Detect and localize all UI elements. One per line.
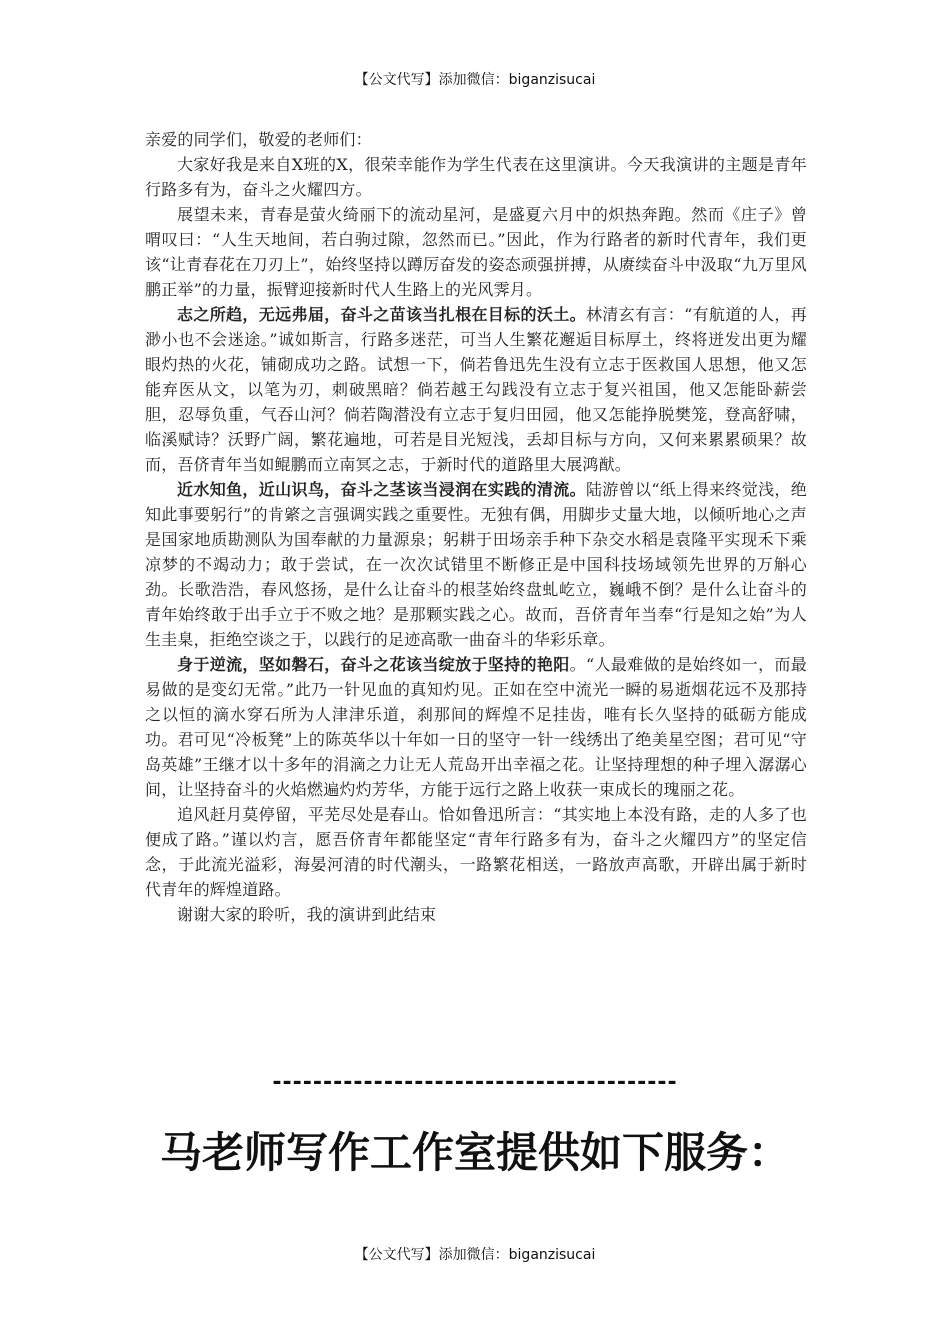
paragraph-text: 追风赶月莫停留，平芜尽处是春山。恰如鲁迅所言：“其实地上本没有路，走的人多了也便成了路。”谨以灼言，愿吾侪青年都能坚定“青年行路多有为，奋斗之火耀四方”的坚定信念，于此流光溢彩，海晏河清的时代潮头，一路繁花相送，一路放声高歌，开辟出属于新时代青年的辉煌道路。 xyxy=(145,805,807,899)
page-header: 【公文代写】添加微信：biganzisucai xyxy=(354,72,596,88)
paragraph-intro xyxy=(145,152,807,202)
paragraph-outlook xyxy=(145,202,807,302)
paragraph-text: 陆游曾以“纸上得来终觉浅，绝知此事要躬行”的肯綮之言强调实践之重要性。无独有偶，用脚步丈量大地，以倾听地心之声是国家地质勘测队为国奉献的力量源泉；躬耕于田场亲手种下杂交水稻是袁隆平实现禾下乘凉梦的不竭动力；敢于尝试，在一次次试错里不断修正是中国科技场域领先世界的万斛心劲。长歌浩浩，春风悠扬，是什么让奋斗的根茎始终盘虬屹立，巍峨不倒？是什么让奋斗的青年始终敢于出手立于不败之地？是那颗实践之心。故而，吾侪青年当奉“行是知之始”为人生圭臬，拒绝空谈之于，以践行的足迹高歌一曲奋斗的华彩乐章。 xyxy=(145,480,807,649)
paragraph-persistence xyxy=(145,652,807,802)
paragraph-text: 大家好我是来自X班的X，很荣幸能作为学生代表在这里演讲。今天我演讲的主题是青年行路多有为，奋斗之火耀四方。 xyxy=(145,155,807,199)
paragraph-lead: 志之所趋，无远弗届，奋斗之苗该当扎根在目标的沃土。 xyxy=(177,305,586,324)
paragraph-closing xyxy=(145,902,807,927)
speech-body xyxy=(145,127,807,927)
paragraph-text: 。“人最难做的是始终如一，而最易做的是变幻无常。”此乃一针见血的真知灼见。正如在空中流光一瞬的易逝烟花远不及那持之以恒的滴水穿石所为人津津乐道，刹那间的辉煌不足挂齿，唯有长久坚持的砥砺方能成功。君可见“冷板凳”上的陈英华以十年如一日的坚守一针一线绣出了绝美星空图；君可见“守岛英雄”王继才以十多年的涓滴之力让无人荒岛开出幸福之花。让坚持理想的种子埋入潺潺心间，让坚持奋斗的火焰燃遍灼灼芳华，方能于远行之路上收获一束成长的瑰丽之花。 xyxy=(145,655,807,799)
paragraph-text: 展望未来，青春是萤火绮丽下的流动星河，是盛夏六月中的炽热奔跑。然而《庄子》曾喟叹曰：“人生天地间，若白驹过隙，忽然而已。”因此，作为行路者的新时代青年，我们更该“让青春花在刀刃上”，始终坚持以蹲厉奋发的姿态顽强拼搏，从赓续奋斗中汲取“九万里风鹏正举”的力量，振臂迎接新时代人生路上的光风霁月。 xyxy=(145,205,807,299)
service-title: 马老师写作工作室提供如下服务： xyxy=(159,1128,790,1177)
paragraph-lead: 身于逆流，坚如磐石，奋斗之花该当绽放于坚持的艳阳 xyxy=(177,655,570,674)
paragraph-practice xyxy=(145,477,807,652)
page-footer: 【公文代写】添加微信：biganzisucai xyxy=(354,1247,596,1263)
paragraph-conclusion xyxy=(145,802,807,902)
paragraph-text: 林清玄有言：“有航道的人，再渺小也不会迷途。”诚如斯言，行路多迷茫，可当人生繁花邂逅目标厚土，终将迸发出更为耀眼灼热的火花，铺砌成功之路。试想一下，倘若鲁迅先生没有立志于医救国人思想，他又怎能弃医从文，以笔为刃，刺破黑暗？倘若越王勾践没有立志于复兴祖国，他又怎能卧薪尝胆，忍辱负重，气吞山河？倘若陶潜没有立志于复归田园，他又怎能挣脱樊笼，登高舒啸，临溪赋诗？沃野广阔，繁花遍地，可若是目光短浅，丢却目标与方向，又何来累累硕果？故而，吾侪青年当如鲲鹏而立南冥之志，于新时代的道路里大展鸿猷。 xyxy=(145,305,807,474)
paragraph-text: 谢谢大家的聆听，我的演讲到此结束 xyxy=(177,905,437,924)
dashed-divider: ---------------------------------------- xyxy=(272,1070,678,1095)
paragraph-lead: 近水知鱼，近山识鸟，奋斗之茎该当浸润在实践的清流。 xyxy=(177,480,586,499)
salutation: 亲爱的同学们，敬爱的老师们： xyxy=(145,130,372,149)
paragraph-goal xyxy=(145,302,807,477)
